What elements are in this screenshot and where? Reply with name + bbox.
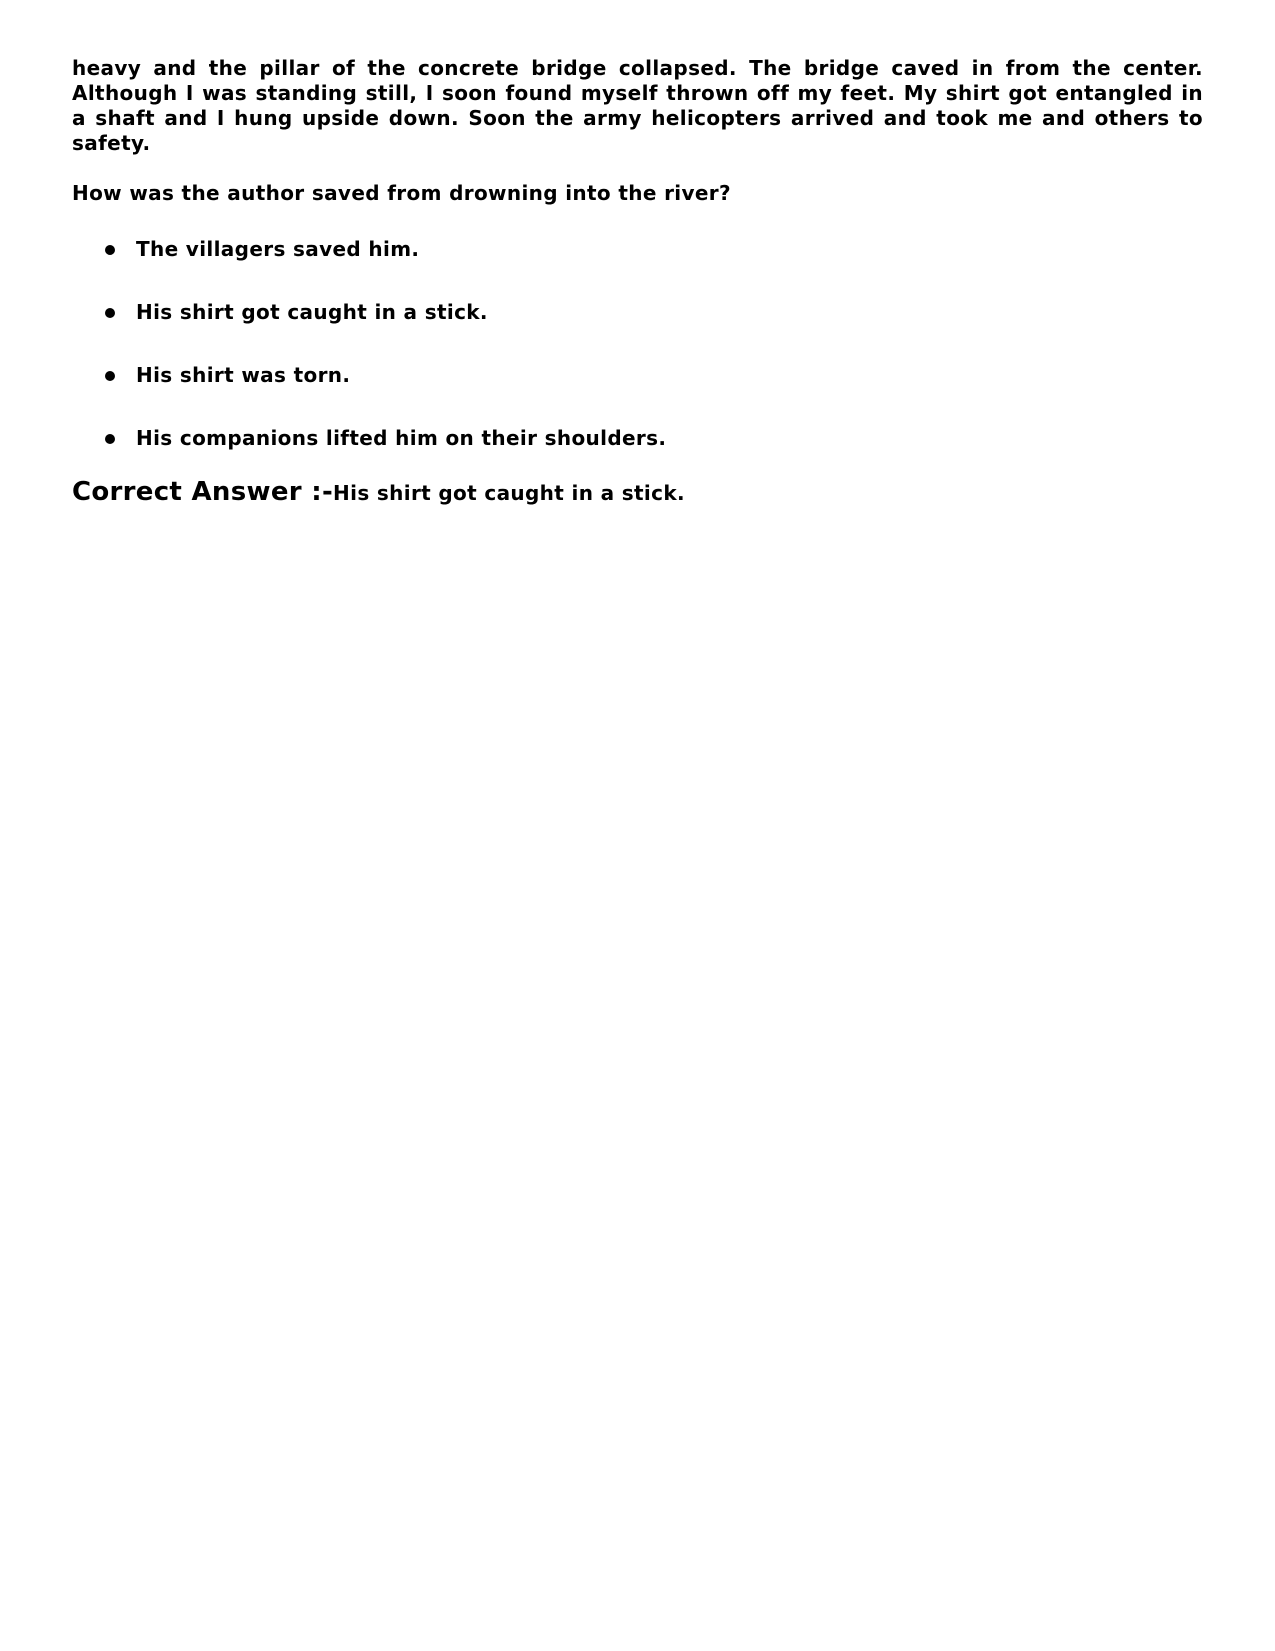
correct-answer bbox=[72, 477, 1203, 507]
option-label: His shirt was torn. bbox=[136, 363, 351, 387]
bullet-icon bbox=[105, 308, 115, 318]
bullet-icon bbox=[105, 245, 115, 255]
option-label: His companions lifted him on their shoulders. bbox=[136, 426, 667, 450]
option-item bbox=[72, 363, 1203, 388]
option-item bbox=[72, 426, 1203, 451]
document-page bbox=[72, 56, 1203, 507]
option-label: His shirt got caught in a stick. bbox=[136, 300, 488, 324]
passage-text: heavy and the pillar of the concrete bridge collapsed. The bridge caved in from the center. Although I was standing still, I soon found myself thrown off my feet. My shirt got entangled in a shaft and I hung upside down. Soon the army helicopters arrived and took me and others to safety. bbox=[72, 56, 1203, 155]
bullet-icon bbox=[105, 434, 115, 444]
option-label: The villagers saved him. bbox=[136, 237, 420, 261]
bullet-icon bbox=[105, 371, 115, 381]
question-text: How was the author saved from drowning into the river? bbox=[72, 181, 731, 205]
option-item bbox=[72, 237, 1203, 262]
options-list bbox=[72, 237, 1203, 451]
correct-answer-label: Correct Answer :- bbox=[72, 477, 334, 507]
correct-answer-value: His shirt got caught in a stick. bbox=[333, 481, 685, 505]
option-item bbox=[72, 300, 1203, 325]
